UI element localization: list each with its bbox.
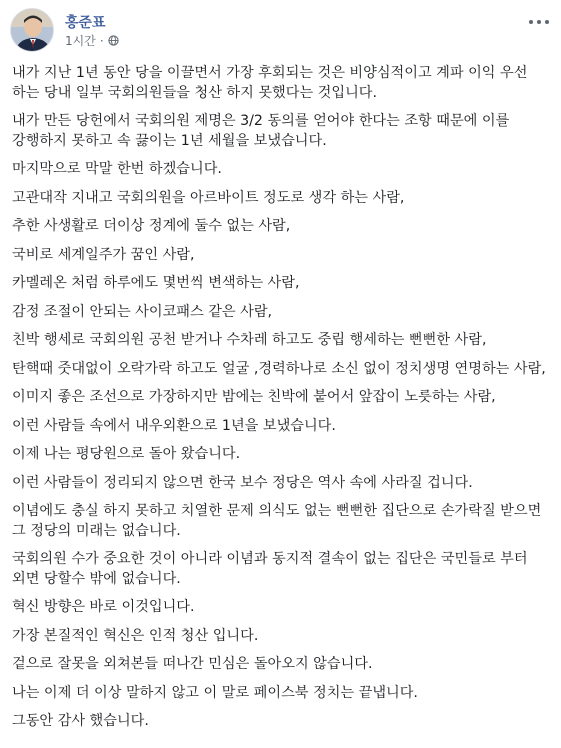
post-paragraph: 감정 조절이 안되는 사이코패스 같은 사람, (12, 303, 273, 320)
post-paragraph: 친박 행세로 국회의원 공천 받거나 수차레 하고도 중립 행세하는 뻔뻔한 사람, (12, 332, 487, 348)
avatar[interactable] (10, 8, 54, 52)
post-paragraph: 이미지 좋은 조선으로 가장하지만 밤에는 친박에 붙어서 앞잡이 노릇하는 사람, (12, 389, 496, 405)
globe-icon[interactable] (108, 35, 119, 46)
post-paragraph: 내가 지난 1년 동안 당을 이끌면서 가장 후회되는 것은 비양심적이고 계파 이익 우선 하는 당내 일부 국회의원들을 청산 하지 못했다는 것입니다. (12, 65, 528, 101)
post-header (10, 8, 551, 54)
post-paragraph: 혁신 방향은 바로 이것입니다. (12, 599, 195, 615)
post-paragraph: 이런 사람들이 정리되지 않으면 한국 보수 정당은 역사 속에 사라질 겁니다. (12, 474, 473, 491)
separator-dot: · (99, 33, 104, 48)
post-paragraph: 국비로 세계일주가 꿈인 사람, (12, 246, 195, 263)
post-paragraph: 이념에도 충실 하지 못하고 치열한 문제 의식도 없는 뻔뻔한 집단으로 손가락질 받으면 그 정당의 미래는 없습니다. (12, 503, 542, 539)
profile-photo-icon (11, 9, 54, 52)
post-paragraph: 이제 나는 평당원으로 돌아 왔습니다. (12, 446, 241, 462)
post-paragraph: 가장 본질적인 혁신은 인적 청산 입니다. (12, 627, 259, 644)
post-paragraph: 나는 이제 더 이상 말하지 않고 이 말로 페이스북 정치는 끝냅니다. (12, 684, 418, 701)
more-dot (545, 20, 549, 24)
post-paragraph: 그동안 감사 했습니다. (12, 713, 149, 729)
more-dot (529, 20, 533, 24)
author-name[interactable]: 홍준표 (65, 15, 106, 31)
post-time[interactable]: 1시간 (65, 34, 96, 48)
more-options-icon[interactable] (529, 16, 549, 28)
post-paragraph: 카멜레온 처럼 하루에도 몇번씩 변색하는 사람, (12, 275, 300, 291)
post-paragraph: 추한 사생활로 더이상 정계에 둘수 없는 사람, (12, 218, 291, 234)
post-paragraph: 탄핵때 줏대없이 오락가락 하고도 얼굴 ,경력하나로 소신 없이 정치생명 연명하는 사람, (12, 360, 546, 377)
post-paragraph: 겉으로 잘못을 외쳐본들 떠나간 민심은 돌아오지 않습니다. (12, 656, 373, 672)
post-paragraph: 내가 만든 당헌에서 국회의원 제명은 3/2 동의를 얻어야 한다는 조항 때문에 이를 강행하지 못하고 속 끓이는 1년 세월을 보냈습니다. (12, 113, 510, 149)
post-paragraph: 마지막으로 막말 한번 하겠습니다. (12, 161, 222, 177)
post-meta (65, 32, 119, 49)
more-dot (537, 20, 541, 24)
post-paragraph: 이런 사람들 속에서 내우외환으로 1년을 보냈습니다. (12, 417, 336, 434)
post-body (12, 64, 547, 741)
post-paragraph: 고관대작 지내고 국회의원을 아르바이트 정도로 생각 하는 사람, (12, 189, 405, 206)
post-paragraph: 국회의원 수가 중요한 것이 아니라 이념과 동지적 결속이 없는 집단은 국민들로 부터 외면 당할수 밖에 없습니다. (12, 551, 528, 587)
